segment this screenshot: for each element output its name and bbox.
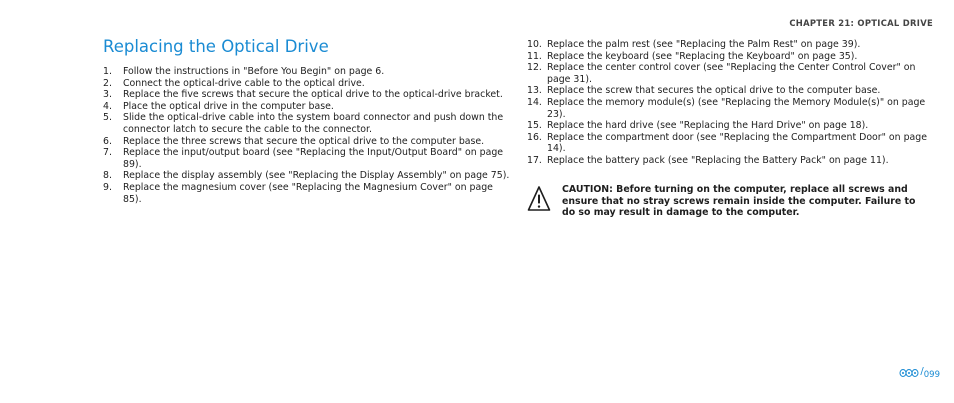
step-text: Replace the memory module(s) (see "Replacing the Memory Module(s)" on page 23).	[547, 96, 926, 120]
step-text: Replace the hard drive (see "Replacing the Hard Drive" on page 18).	[547, 120, 869, 132]
step-number: 17.	[527, 154, 542, 166]
step-text: Replace the five screws that secure the optical drive to the optical-drive bracket.	[123, 89, 503, 101]
step-item	[527, 132, 927, 155]
step-text: Follow the instructions in "Before You Begin" on page 6.	[123, 66, 385, 77]
step-item	[103, 101, 513, 113]
step-text: Connect the optical-drive cable to the optical drive.	[123, 77, 365, 89]
step-number: 5.	[103, 112, 112, 124]
step-text: Place the optical drive in the computer base.	[123, 100, 334, 112]
steps-list-right	[527, 39, 927, 167]
step-number: 12.	[527, 62, 542, 74]
step-text: Replace the center control cover (see "Replacing the Center Control Cover" on page 31).	[547, 62, 916, 85]
step-number: 7.	[103, 147, 112, 159]
step-number: 2.	[103, 77, 112, 89]
caution-text: CAUTION: Before turning on the computer, replace all screws and ensure that no stray screws remain inside the computer. Failure to do so may result in damage to the computer.	[562, 184, 916, 219]
step-number: 15.	[527, 120, 542, 132]
step-text: Slide the optical-drive cable into the system board connector and push down the connector latch to secure the cable to the connector.	[123, 112, 504, 135]
step-item	[527, 39, 927, 51]
step-number: 6.	[103, 135, 112, 147]
step-item	[527, 155, 927, 167]
step-number: 4.	[103, 100, 112, 112]
step-item	[527, 51, 927, 63]
step-item	[103, 170, 513, 182]
page-number: 099	[923, 370, 940, 380]
step-number: 11.	[527, 50, 542, 62]
step-number: 1.	[103, 66, 112, 77]
step-number: 9.	[103, 181, 112, 193]
step-text: Replace the battery pack (see "Replacing the Battery Pack" on page 11).	[547, 154, 889, 166]
alienware-logo-icon	[899, 368, 919, 378]
step-text: Replace the keyboard (see "Replacing the Keyboard" on page 35).	[547, 50, 858, 62]
step-number: 10.	[527, 39, 542, 50]
step-number: 14.	[527, 96, 542, 108]
step-text: Replace the screw that secures the optical drive to the computer base.	[547, 85, 881, 97]
warning-triangle-icon	[527, 184, 551, 214]
step-item	[103, 182, 513, 205]
step-item	[527, 85, 927, 97]
section-title: Replacing the Optical Drive	[103, 37, 329, 56]
step-item	[103, 147, 513, 170]
step-item	[103, 89, 513, 101]
steps-list-left	[103, 66, 513, 205]
page-separator: /	[920, 366, 924, 377]
step-item	[527, 97, 927, 120]
step-item	[103, 112, 513, 135]
caution-note	[527, 184, 927, 219]
step-item	[103, 136, 513, 148]
step-item	[527, 120, 927, 132]
step-item	[103, 66, 513, 78]
step-text: Replace the input/output board (see "Replacing the Input/Output Board" on page 89).	[123, 147, 504, 170]
step-number: 8.	[103, 170, 112, 182]
step-text: Replace the compartment door (see "Replacing the Compartment Door" on page 14).	[547, 131, 928, 155]
page-footer	[899, 366, 940, 378]
step-text: Replace the palm rest (see "Replacing the Palm Rest" on page 39).	[547, 39, 861, 50]
step-text: Replace the three screws that secure the optical drive to the computer base.	[123, 135, 485, 147]
step-text: Replace the display assembly (see "Replacing the Display Assembly" on page 75).	[123, 170, 510, 182]
step-number: 13.	[527, 85, 542, 97]
chapter-header: CHAPTER 21: OPTICAL DRIVE	[789, 18, 933, 28]
step-number: 16.	[527, 131, 542, 143]
step-item	[103, 78, 513, 90]
step-text: Replace the magnesium cover (see "Replacing the Magnesium Cover" on page 85).	[123, 181, 493, 205]
step-number: 3.	[103, 89, 112, 101]
step-item	[527, 62, 927, 85]
